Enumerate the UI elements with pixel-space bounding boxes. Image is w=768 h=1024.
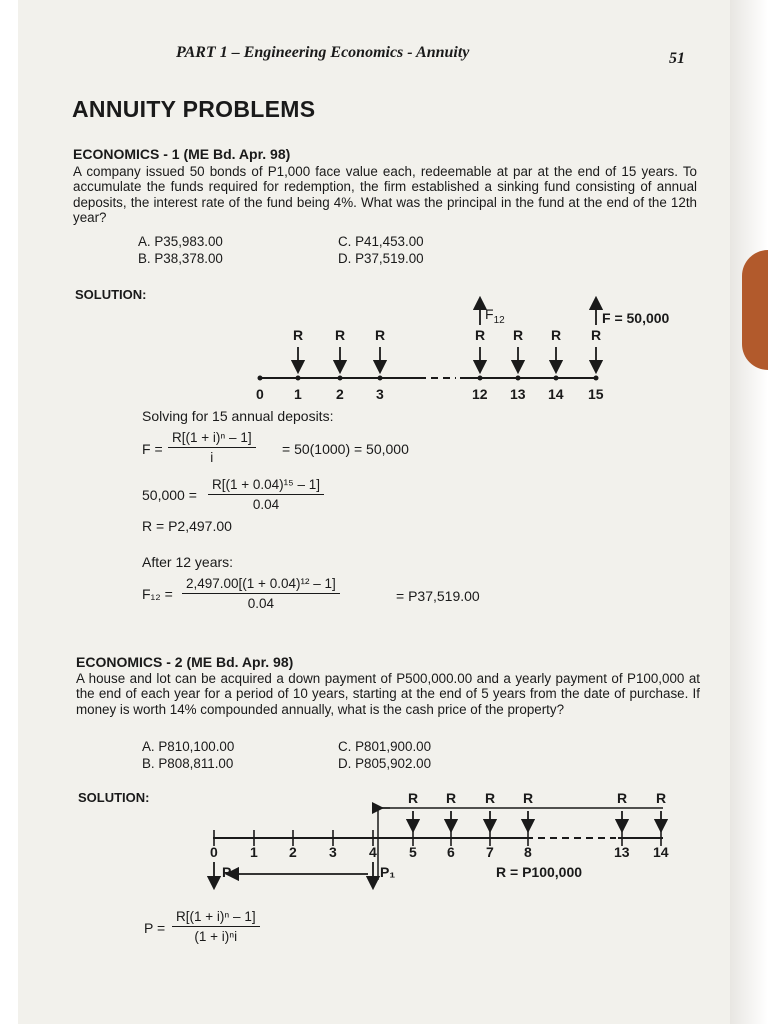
tick-label: 15 bbox=[588, 386, 604, 402]
deposit-label: R bbox=[335, 327, 346, 343]
problem-1-choice-a: A. P35,983.00 bbox=[138, 234, 223, 249]
f12-lhs: F₁₂ = bbox=[142, 586, 173, 602]
tick-label: 5 bbox=[409, 844, 417, 860]
substitution-formula bbox=[208, 477, 324, 512]
section-title: ANNUITY PROBLEMS bbox=[72, 96, 316, 122]
problem-2-choice-c: C. P801,900.00 bbox=[338, 739, 432, 754]
problem-1-choice-d: D. P37,519.00 bbox=[338, 251, 424, 266]
formula-numerator: R[(1 + i)ⁿ – 1] bbox=[168, 430, 256, 448]
payment-label: R bbox=[446, 790, 457, 806]
p-formula-denominator: (1 + i)ⁿi bbox=[194, 929, 238, 944]
tick-label: 2 bbox=[336, 386, 344, 402]
tick-label: 3 bbox=[329, 844, 337, 860]
problem-2-choice-d: D. P805,902.00 bbox=[338, 756, 432, 771]
p-formula-lhs: P = bbox=[144, 920, 166, 936]
f12-numerator: 2,497.00[(1 + 0.04)¹² – 1] bbox=[182, 576, 340, 594]
tick-label: 6 bbox=[447, 844, 455, 860]
deposit-label: R bbox=[375, 327, 386, 343]
tick-label: 2 bbox=[289, 844, 297, 860]
tick-label: 4 bbox=[369, 844, 377, 860]
r-result: R = P2,497.00 bbox=[142, 518, 232, 534]
tick-label: 7 bbox=[486, 844, 494, 860]
formula-denominator: i bbox=[210, 450, 214, 465]
future-value-label: F = 50,000 bbox=[602, 310, 670, 326]
sinking-fund-formula bbox=[168, 430, 256, 465]
deposit-label: R bbox=[293, 327, 304, 343]
solution-intro: Solving for 15 annual deposits: bbox=[142, 408, 334, 424]
after-years-label: After 12 years: bbox=[142, 554, 234, 570]
tick-label: 1 bbox=[294, 386, 302, 402]
future-value-12-label: $F_{12}$ bbox=[485, 306, 505, 326]
problem-1-title: ECONOMICS - 1 (ME Bd. Apr. 98) bbox=[73, 146, 291, 162]
deposit-label: R bbox=[513, 327, 524, 343]
p-formula-numerator: R[(1 + i)ⁿ – 1] bbox=[172, 909, 260, 927]
running-header: PART 1 – Engineering Economics - Annuity bbox=[176, 44, 470, 61]
tick-label: 12 bbox=[472, 386, 488, 402]
problem-1-choice-c: C. P41,453.00 bbox=[338, 234, 424, 249]
tick-label: 0 bbox=[256, 386, 264, 402]
substitution-denominator: 0.04 bbox=[252, 497, 280, 512]
problem-1-choice-b: B. P38,378.00 bbox=[138, 251, 223, 266]
book-page bbox=[18, 0, 730, 1024]
tick-label: 14 bbox=[548, 386, 564, 402]
tick-label: 3 bbox=[376, 386, 384, 402]
problem-2-title: ECONOMICS - 2 (ME Bd. Apr. 98) bbox=[76, 654, 294, 670]
f12-result: = P37,519.00 bbox=[396, 588, 480, 604]
p1-label: P₁ bbox=[380, 864, 396, 880]
present-worth-formula bbox=[172, 909, 260, 944]
problem-2-solution-label: SOLUTION: bbox=[78, 790, 150, 805]
payment-label: R bbox=[656, 790, 667, 806]
deposit-label: R bbox=[475, 327, 486, 343]
f12-formula bbox=[182, 576, 340, 611]
deposit-label: R bbox=[591, 327, 602, 343]
present-value-label: P bbox=[222, 864, 232, 880]
payment-label: R bbox=[617, 790, 628, 806]
payment-value-label: R = P100,000 bbox=[496, 864, 583, 880]
problem-1-text: A company issued 50 bonds of P1,000 face value each, redeemable at par at the end of 15 years. To accumulate the funds required for redemption, the firm established a sinking fund consisting of annual deposits, the interest rate of the fund being 4%. What was the principal in the fund at the end of the 12th year? bbox=[73, 164, 697, 226]
substitution-numerator: R[(1 + 0.04)¹⁵ – 1] bbox=[208, 477, 324, 495]
tick-label: 13 bbox=[614, 844, 630, 860]
tick-label: 13 bbox=[510, 386, 526, 402]
f12-denominator: 0.04 bbox=[247, 596, 274, 611]
tick-label: 14 bbox=[653, 844, 669, 860]
payment-label: R bbox=[523, 790, 534, 806]
problem-2-choice-b: B. P808,811.00 bbox=[142, 756, 234, 771]
formula-lhs: F = bbox=[142, 441, 163, 457]
problem-1-cash-flow-diagram bbox=[18, 290, 730, 410]
deposit-label: R bbox=[551, 327, 562, 343]
page-edge-shadow bbox=[730, 0, 768, 1024]
payment-label: R bbox=[408, 790, 419, 806]
tick-label: 0 bbox=[210, 844, 218, 860]
payment-label: R bbox=[485, 790, 496, 806]
tick-label: 8 bbox=[524, 844, 532, 860]
problem-2-choice-a: A. P810,100.00 bbox=[142, 739, 235, 754]
page-number: 51 bbox=[669, 50, 685, 67]
tick-label: 1 bbox=[250, 844, 258, 860]
thumb-edge bbox=[742, 250, 768, 370]
problem-1-solution-label: SOLUTION: bbox=[75, 287, 147, 302]
substitution-lhs: 50,000 = bbox=[142, 487, 197, 503]
problem-2-text: A house and lot can be acquired a down payment of P500,000.00 and a yearly payment of P100,000 at the end of each year for a period of 10 years, starting at the end of 5 years from the date of purchase. If money is worth 14% compounded annually, what is the cash price of the property? bbox=[76, 671, 700, 717]
formula-rhs: = 50(1000) = 50,000 bbox=[282, 441, 409, 457]
